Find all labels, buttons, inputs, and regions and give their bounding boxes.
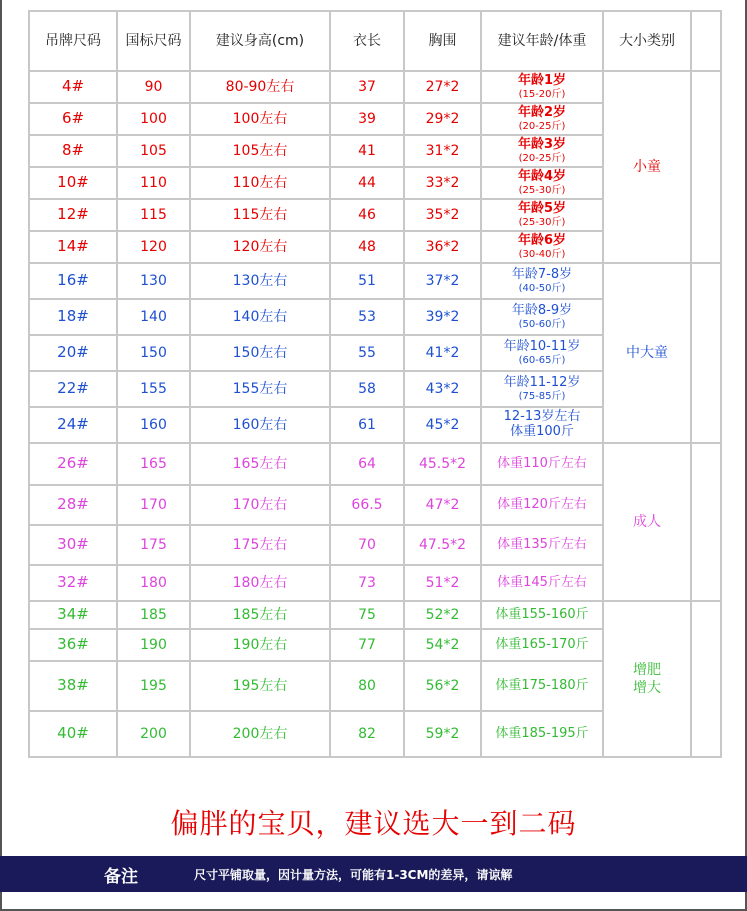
header-length: 衣长 [330, 11, 404, 71]
gb-size-cell: 120 [117, 231, 190, 263]
header-chest: 胸围 [404, 11, 481, 71]
tag-size-cell: 12# [29, 199, 117, 231]
chest-cell: 59*2 [404, 711, 481, 757]
age-weight-cell [481, 443, 603, 485]
chest-cell: 47.5*2 [404, 525, 481, 565]
age-weight-cell [481, 263, 603, 299]
weight-text: (60-65斤) [518, 354, 566, 366]
table-row [29, 443, 721, 485]
age-text: 体重135斤左右 [497, 536, 587, 552]
category-cell: 增肥 增大 [603, 601, 691, 757]
gb-size-cell: 190 [117, 629, 190, 661]
tag-size-cell: 6# [29, 103, 117, 135]
gb-size-cell: 180 [117, 565, 190, 601]
gb-size-cell: 160 [117, 407, 190, 443]
gb-size-cell: 185 [117, 601, 190, 629]
tag-size-cell: 38# [29, 661, 117, 711]
age-text: 年龄3岁 [517, 136, 567, 152]
category-cell: 小童 [603, 71, 691, 263]
gb-size-cell: 90 [117, 71, 190, 103]
height-cell: 200左右 [190, 711, 330, 757]
tag-size-cell: 8# [29, 135, 117, 167]
age-weight-cell [481, 103, 603, 135]
weight-text: (30-40斤) [518, 248, 566, 260]
chest-cell: 36*2 [404, 231, 481, 263]
age-text: 年龄10-11岁 [503, 338, 581, 354]
length-cell: 41 [330, 135, 404, 167]
category-cell: 中大童 [603, 263, 691, 443]
tag-size-cell: 34# [29, 601, 117, 629]
header-row [29, 11, 721, 71]
tag-size-cell: 16# [29, 263, 117, 299]
chest-cell: 45.5*2 [404, 443, 481, 485]
age-text: 年龄7-8岁 [511, 266, 573, 282]
chest-cell: 35*2 [404, 199, 481, 231]
weight-text: (15-20斤) [518, 88, 566, 100]
tag-size-cell: 30# [29, 525, 117, 565]
age-text: 年龄6岁 [517, 232, 567, 248]
gb-size-cell: 140 [117, 299, 190, 335]
height-cell: 165左右 [190, 443, 330, 485]
chest-cell: 39*2 [404, 299, 481, 335]
chest-cell: 43*2 [404, 371, 481, 407]
length-cell: 80 [330, 661, 404, 711]
age-text: 年龄5岁 [517, 200, 567, 216]
height-cell: 110左右 [190, 167, 330, 199]
height-cell: 180左右 [190, 565, 330, 601]
advice-text: 偏胖的宝贝，建议选大一到二码 [170, 807, 577, 840]
height-cell: 185左右 [190, 601, 330, 629]
weight-text: (25-30斤) [518, 184, 566, 196]
length-cell: 75 [330, 601, 404, 629]
age-weight-cell [481, 231, 603, 263]
age-text: 体重110斤左右 [497, 455, 587, 471]
age-weight-cell [481, 335, 603, 371]
age-weight-cell [481, 565, 603, 601]
gb-size-cell: 165 [117, 443, 190, 485]
height-cell: 115左右 [190, 199, 330, 231]
weight-text: (40-50斤) [518, 282, 566, 294]
age-text: 12-13岁左右 [503, 409, 581, 425]
gb-size-cell: 175 [117, 525, 190, 565]
length-cell: 82 [330, 711, 404, 757]
blank-column-cell [691, 443, 721, 601]
chest-cell: 47*2 [404, 485, 481, 525]
header-category: 大小类别 [603, 11, 691, 71]
note-text: 尺寸平铺取量，因计量方法，可能有1-3CM的差异，请谅解 [194, 867, 513, 882]
gb-size-cell: 155 [117, 371, 190, 407]
length-cell: 39 [330, 103, 404, 135]
height-cell: 120左右 [190, 231, 330, 263]
age-text: 年龄4岁 [517, 168, 567, 184]
length-cell: 53 [330, 299, 404, 335]
length-cell: 73 [330, 565, 404, 601]
height-cell: 195左右 [190, 661, 330, 711]
length-cell: 61 [330, 407, 404, 443]
gb-size-cell: 170 [117, 485, 190, 525]
weight-text: 体重100斤 [510, 424, 574, 439]
length-cell: 46 [330, 199, 404, 231]
gb-size-cell: 115 [117, 199, 190, 231]
weight-text: (20-25斤) [518, 152, 566, 164]
length-cell: 51 [330, 263, 404, 299]
chest-cell: 56*2 [404, 661, 481, 711]
tag-size-cell: 22# [29, 371, 117, 407]
age-text: 体重155-160斤 [495, 606, 589, 622]
weight-text: (75-85斤) [518, 390, 566, 402]
header-age-weight: 建议年龄/体重 [481, 11, 603, 71]
length-cell: 48 [330, 231, 404, 263]
age-text: 年龄8-9岁 [511, 302, 573, 318]
height-cell: 190左右 [190, 629, 330, 661]
chest-cell: 31*2 [404, 135, 481, 167]
age-weight-cell [481, 485, 603, 525]
chest-cell: 51*2 [404, 565, 481, 601]
age-weight-cell [481, 299, 603, 335]
chest-cell: 52*2 [404, 601, 481, 629]
length-cell: 55 [330, 335, 404, 371]
gb-size-cell: 130 [117, 263, 190, 299]
height-cell: 160左右 [190, 407, 330, 443]
blank-column-cell [691, 11, 721, 71]
length-cell: 77 [330, 629, 404, 661]
size-chart-table [28, 10, 722, 758]
blank-column-cell [691, 601, 721, 757]
height-cell: 175左右 [190, 525, 330, 565]
age-weight-cell [481, 199, 603, 231]
chest-cell: 54*2 [404, 629, 481, 661]
table-row [29, 263, 721, 299]
age-weight-cell [481, 407, 603, 443]
length-cell: 64 [330, 443, 404, 485]
table-row [29, 71, 721, 103]
frame-left-border [0, 0, 2, 911]
tag-size-cell: 26# [29, 443, 117, 485]
gb-size-cell: 100 [117, 103, 190, 135]
age-weight-cell [481, 71, 603, 103]
tag-size-cell: 20# [29, 335, 117, 371]
header-tag-size: 吊牌尺码 [29, 11, 117, 71]
tag-size-cell: 40# [29, 711, 117, 757]
length-cell: 37 [330, 71, 404, 103]
age-weight-cell [481, 601, 603, 629]
gb-size-cell: 150 [117, 335, 190, 371]
length-cell: 66.5 [330, 485, 404, 525]
tag-size-cell: 18# [29, 299, 117, 335]
height-cell: 155左右 [190, 371, 330, 407]
chest-cell: 41*2 [404, 335, 481, 371]
age-text: 年龄11-12岁 [503, 374, 581, 390]
age-weight-cell [481, 711, 603, 757]
age-weight-cell [481, 629, 603, 661]
height-cell: 150左右 [190, 335, 330, 371]
weight-text: (25-30斤) [518, 216, 566, 228]
table-row [29, 601, 721, 629]
height-cell: 105左右 [190, 135, 330, 167]
height-cell: 130左右 [190, 263, 330, 299]
header-height: 建议身高(cm) [190, 11, 330, 71]
age-text: 体重120斤左右 [497, 496, 587, 512]
age-weight-cell [481, 371, 603, 407]
weight-text: (20-25斤) [518, 120, 566, 132]
age-weight-cell [481, 167, 603, 199]
weight-text: (50-60斤) [518, 318, 566, 330]
age-weight-cell [481, 661, 603, 711]
age-text: 年龄1岁 [517, 72, 567, 88]
age-weight-cell [481, 525, 603, 565]
length-cell: 70 [330, 525, 404, 565]
length-cell: 58 [330, 371, 404, 407]
chest-cell: 37*2 [404, 263, 481, 299]
blank-column-cell [691, 263, 721, 443]
tag-size-cell: 28# [29, 485, 117, 525]
age-text: 年龄2岁 [517, 104, 567, 120]
age-text: 体重175-180斤 [495, 677, 589, 693]
gb-size-cell: 195 [117, 661, 190, 711]
tag-size-cell: 14# [29, 231, 117, 263]
height-cell: 100左右 [190, 103, 330, 135]
note-label: 备注 [104, 866, 138, 887]
chest-cell: 45*2 [404, 407, 481, 443]
category-cell: 成人 [603, 443, 691, 601]
age-weight-cell [481, 135, 603, 167]
age-text: 体重165-170斤 [495, 636, 589, 652]
gb-size-cell: 105 [117, 135, 190, 167]
tag-size-cell: 36# [29, 629, 117, 661]
length-cell: 44 [330, 167, 404, 199]
size-chart-body [29, 71, 721, 757]
height-cell: 170左右 [190, 485, 330, 525]
blank-column-cell [691, 71, 721, 263]
gb-size-cell: 200 [117, 711, 190, 757]
chest-cell: 33*2 [404, 167, 481, 199]
height-cell: 80-90左右 [190, 71, 330, 103]
tag-size-cell: 32# [29, 565, 117, 601]
tag-size-cell: 24# [29, 407, 117, 443]
age-text: 体重145斤左右 [497, 574, 587, 590]
age-text: 体重185-195斤 [495, 725, 589, 741]
height-cell: 140左右 [190, 299, 330, 335]
tag-size-cell: 10# [29, 167, 117, 199]
chest-cell: 27*2 [404, 71, 481, 103]
chest-cell: 29*2 [404, 103, 481, 135]
tag-size-cell: 4# [29, 71, 117, 103]
note-bar [0, 856, 747, 892]
gb-size-cell: 110 [117, 167, 190, 199]
header-gb-size: 国标尺码 [117, 11, 190, 71]
